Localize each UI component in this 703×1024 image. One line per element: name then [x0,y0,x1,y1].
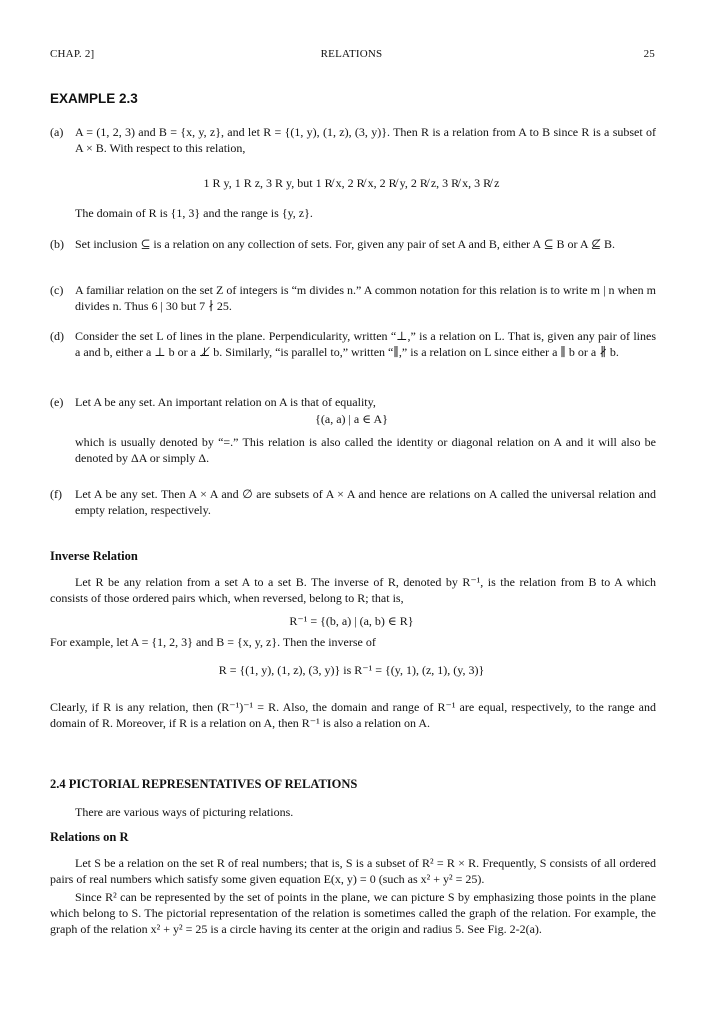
item-label: (e) [50,395,64,409]
item-label: (c) [50,283,64,297]
item-label: (d) [50,329,64,343]
example-e-continuation [50,434,656,466]
page-number: 25 [643,48,655,60]
example-item-c [50,282,656,314]
example-item-d [50,328,656,360]
example-item-b [50,236,656,252]
item-text: A = (1, 2, 3) and B = {x, y, z}, and let R = {(1, y), (1, z), (3, y)}. Then R is a relation from A to B since R is a subset of A × B. With respect to this relation, [75,125,656,155]
running-head-title: RELATIONS [320,48,383,60]
item-label: (f) [50,487,62,501]
inverse-paragraph-2: For example, let A = {1, 2, 3} and B = {x, y, z}. Then the inverse of [50,635,376,649]
item-text: A familiar relation on the set Z of integers is “m divides n.” A common notation for this relation is to write m | n when m divides n. Thus 6 | 30 but 7 ∤ 25. [75,283,656,313]
example-item-f [50,486,656,518]
item-text: Set inclusion ⊆ is a relation on any collection of sets. For, given any pair of set A and B, either A ⊆ B or A ⊈ B. [75,237,615,251]
section-heading: 2.4 PICTORIAL REPRESENTATIVES OF RELATIONS [50,777,358,791]
item-text: Let A be any set. Then A × A and ∅ are subsets of A × A and hence are relations on A called the universal relation and empty relation, respectively. [75,487,656,517]
example-a-display: 1 R y, 1 R z, 3 R y, but 1 R̸ x, 2 R̸ x, 2 R̸ y, 2 R̸ z, 3 R̸ x, 3 R̸ z [203,176,500,190]
item-label: (a) [50,125,64,139]
inverse-definition-equation: R⁻¹ = {(b, a) | (a, b) ∈ R} [289,614,414,628]
item-label: (b) [50,237,64,251]
inverse-paragraph-3: Clearly, if R is any relation, then (R⁻¹)⁻¹ = R. Also, the domain and range of R⁻¹ are equal, respectively, to the range and domain of R. Moreover, if R is a relation on A, then R⁻¹ is also a relation on A. [50,700,656,730]
example-title: EXAMPLE 2.3 [50,91,138,106]
relations-on-r-heading: Relations on R [50,830,129,844]
example-item-a [50,124,656,156]
inverse-example-equation: R = {(1, y), (1, z), (3, y)} is R⁻¹ = {(y, 1), (z, 1), (y, 3)} [218,663,485,677]
inverse-paragraph-1: Let R be any relation from a set A to a set B. The inverse of R, denoted by R⁻¹, is the relation from B to A which consists of those ordered pairs which, when reversed, belong to R; that is, [50,575,656,605]
running-head-chapter: CHAP. 2] [50,48,95,60]
item-text: Consider the set L of lines in the plane. Perpendicularity, written “⊥,” is a relation on L. That is, given any pair of lines a and b, either a ⊥ b or a ⊥̸ b. Similarly, “is parallel to,” written “∥,” is a relation on L since either a ∥ b or a ∦ b. [75,329,656,359]
example-item-e [50,394,656,410]
equality-display: {(a, a) | a ∈ A} [315,412,388,426]
inverse-relation-heading: Inverse Relation [50,549,138,563]
example-a-domain-range: The domain of R is {1, 3} and the range is {y, z}. [75,206,313,220]
relations-on-r-paragraph-1: Let S be a relation on the set R of real numbers; that is, S is a subset of R² = R × R. Frequently, S consists of all ordered pairs of real numbers which satisfy some given equation E(x, y) = 0 (such as x² + y² = 25). [50,856,656,886]
item-text: Let A be any set. An important relation on A is that of equality, [75,395,376,409]
section-intro: There are various ways of picturing relations. [75,805,294,819]
item-text: which is usually denoted by “=.” This relation is also called the identity or diagonal relation on A and it will also be denoted by ΔA or simply Δ. [75,435,656,465]
relations-on-r-paragraph-2: Since R² can be represented by the set of points in the plane, we can picture S by emphasizing those points in the plane which belong to S. The pictorial representation of the relation is sometimes called the graph of the relation. For example, the graph of the relation x² + y² = 25 is a circle having its center at the origin and radius 5. See Fig. 2-2(a). [50,890,656,936]
